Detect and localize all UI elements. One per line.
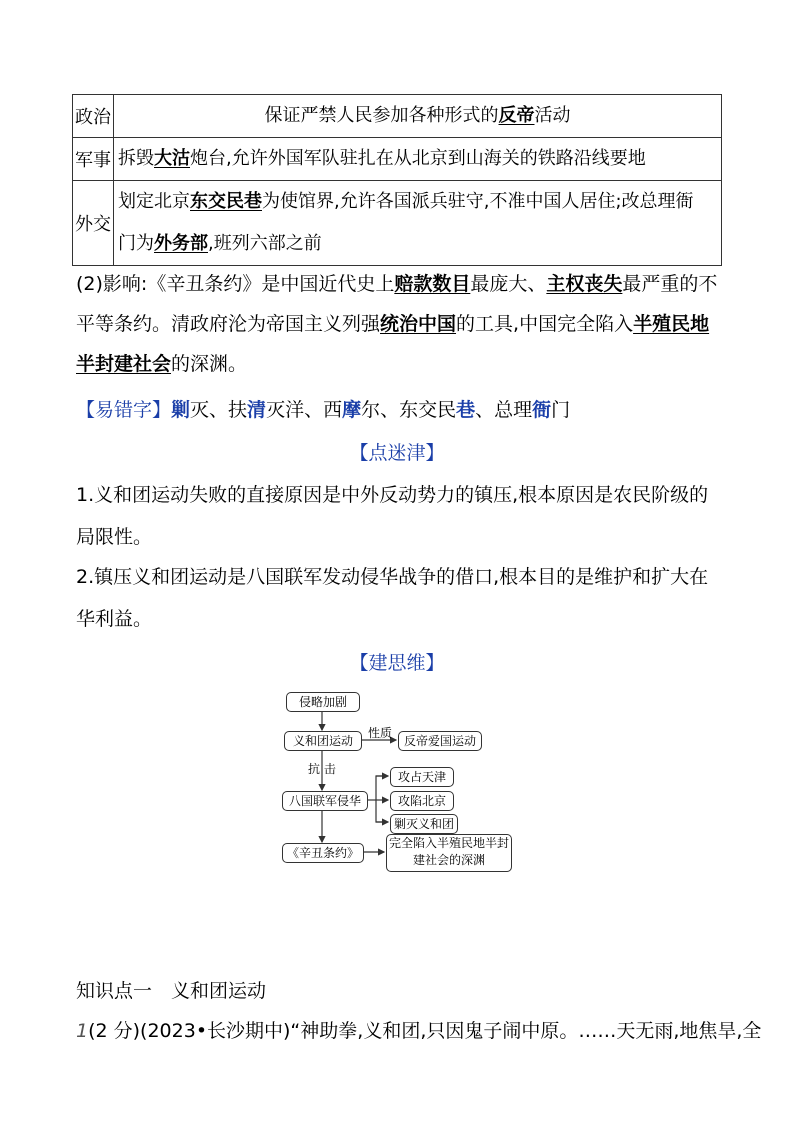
text: 拆毁 (118, 148, 154, 169)
keyword: 半殖民地半封建社会 (76, 313, 710, 375)
connector (376, 776, 386, 822)
text: 最严重的不平等条约。清政府沦为帝国主义列强 (76, 273, 718, 335)
row-header-military: 军事 (73, 138, 114, 181)
error-prone-label: 【易错字】 (76, 399, 172, 421)
text: 灭、扶 (190, 399, 248, 421)
tip-item: 2.镇压义和团运动是八国联军发动侵华战争的借口,根本目的是维护和扩大在华利益。 (76, 566, 709, 630)
question-number: 1 (76, 1020, 89, 1042)
row-header-politics: 政治 (73, 95, 114, 138)
keyword: 主权丧失 (546, 273, 623, 295)
diplomacy-content (114, 181, 722, 266)
text: 为使馆界,允许各国派兵驻守,不准中国人居住;改总理衙 (262, 191, 694, 212)
label-resist: 抗 击 (308, 762, 336, 776)
keyword: 东交民巷 (190, 191, 262, 212)
diplomacy-line-1 (118, 181, 717, 223)
text: 的工具,中国完全陷入 (456, 313, 634, 335)
impact-paragraph (76, 264, 722, 384)
knowledge-point-heading: 知识点一 义和团运动 (76, 980, 267, 1002)
text: 划定北京 (118, 191, 190, 212)
text: 活动 (534, 105, 571, 126)
error-char: 摩 (342, 399, 362, 421)
text: 的深渊。 (171, 353, 248, 375)
table-row (73, 138, 722, 181)
node-text: 完全陷入半殖民地半封 (388, 836, 509, 850)
keyword: 统治中国 (380, 313, 457, 335)
text: 保证严禁人民参加各种形式的 (264, 105, 499, 126)
node-anti-imperialist: 反帝爱国运动 (398, 731, 482, 751)
text: 门 (551, 399, 571, 421)
keyword: 大沽 (154, 148, 190, 169)
text: 尔、东交民 (361, 399, 457, 421)
military-content (114, 138, 722, 181)
tip-item: 1.义和团运动失败的直接原因是中外反动势力的镇压,根本原因是农民阶级的局限性。 (76, 484, 709, 548)
question-1 (76, 1016, 761, 1043)
error-char: 清 (247, 399, 267, 421)
diplomacy-line-2 (118, 223, 717, 265)
node-semi-colonial (386, 834, 512, 872)
error-char: 剿 (171, 399, 191, 421)
politics-content (114, 95, 722, 138)
text: ,班列六部之前 (208, 233, 322, 254)
tips-section-title: 【点迷津】 (349, 442, 445, 464)
node-boxer-movement: 义和团运动 (284, 731, 362, 751)
table-row (73, 181, 722, 266)
thinking-section-title: 【建思维】 (349, 652, 445, 674)
node-capture-beijing: 攻陷北京 (390, 791, 454, 811)
error-char: 衙 (532, 399, 552, 421)
keyword: 外务部 (154, 233, 208, 254)
question-text: (2 分)(2023•长沙期中)“神助拳,义和团,只因鬼子闹中原。……天无雨,地焦旱,全 (88, 1020, 762, 1042)
text: 灭洋、西 (266, 399, 343, 421)
concept-flow-diagram (280, 686, 520, 876)
keyword: 反帝 (498, 105, 535, 126)
node-capture-tianjin: 攻占天津 (390, 767, 454, 787)
node-eight-nation: 八国联军侵华 (282, 791, 368, 811)
node-suppress-boxers: 剿灭义和团 (390, 814, 458, 834)
text: (2)影响:《辛丑条约》是中国近代史上 (76, 273, 395, 295)
label-nature: 性质 (368, 726, 393, 740)
node-boxer-protocol: 《辛丑条约》 (282, 843, 364, 863)
text: 门为 (118, 233, 154, 254)
treaty-content-table (72, 94, 722, 266)
row-header-diplomacy: 外交 (73, 181, 114, 266)
error-char: 巷 (456, 399, 476, 421)
node-text: 建社会的深渊 (412, 853, 485, 867)
text: 、总理 (475, 399, 533, 421)
error-prone-characters (76, 390, 570, 430)
text: 炮台,允许外国军队驻扎在从北京到山海关的铁路沿线要地 (190, 148, 646, 169)
table-row (73, 95, 722, 138)
node-aggression: 侵略加剧 (286, 692, 360, 712)
text: 最庞大、 (470, 273, 547, 295)
keyword: 赔款数目 (394, 273, 471, 295)
